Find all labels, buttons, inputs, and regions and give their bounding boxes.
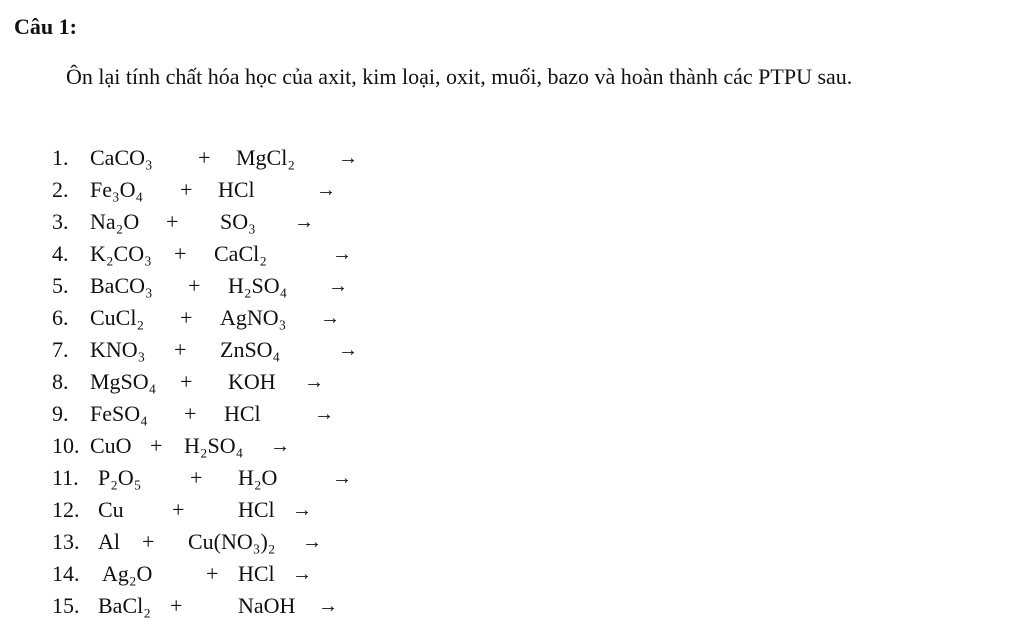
reaction-row — [52, 590, 382, 622]
reactant-2: CaCl₂ — [214, 241, 267, 266]
reactant-2: HCl — [238, 497, 275, 522]
arrow-icon: → — [328, 275, 348, 297]
reaction-number: 9. — [52, 401, 69, 426]
arrow-icon: → — [338, 339, 358, 361]
reactant-1: Al — [98, 529, 120, 554]
plus-sign: + — [180, 369, 193, 394]
plus-sign: + — [180, 305, 193, 330]
reaction-row — [52, 270, 382, 302]
reaction-number: 15. — [52, 593, 80, 618]
reaction-number: 10. — [52, 433, 80, 458]
reactant-2: H₂O — [238, 465, 278, 490]
plus-sign: + — [188, 273, 201, 298]
reaction-number: 6. — [52, 305, 69, 330]
plus-sign: + — [174, 241, 187, 266]
reaction-number: 5. — [52, 273, 69, 298]
reactant-1: K₂CO₃ — [90, 241, 152, 266]
reaction-list — [52, 142, 382, 622]
reactant-1: BaCO₃ — [90, 273, 153, 298]
plus-sign: + — [142, 529, 155, 554]
reaction-number: 12. — [52, 497, 80, 522]
arrow-icon: → — [302, 531, 322, 553]
plus-sign: + — [180, 177, 193, 202]
reaction-row — [52, 238, 382, 270]
reaction-row — [52, 302, 382, 334]
reactant-2: MgCl₂ — [236, 145, 296, 170]
arrow-icon: → — [338, 147, 358, 169]
reaction-row — [52, 398, 382, 430]
plus-sign: + — [206, 561, 219, 586]
reactant-2: ZnSO₄ — [220, 337, 281, 362]
reactant-1: Ag₂O — [102, 561, 153, 586]
arrow-icon: → — [320, 307, 340, 329]
reaction-row — [52, 430, 382, 462]
arrow-icon: → — [314, 403, 334, 425]
reaction-row — [52, 494, 382, 526]
reaction-row — [52, 558, 382, 590]
reactant-2: HCl — [238, 561, 275, 586]
reactant-1: BaCl₂ — [98, 593, 151, 618]
reaction-row — [52, 334, 382, 366]
arrow-icon: → — [270, 435, 290, 457]
reactant-2: H₂SO₄ — [228, 273, 288, 298]
reaction-number: 14. — [52, 561, 80, 586]
arrow-icon: → — [332, 467, 352, 489]
reaction-number: 4. — [52, 241, 69, 266]
plus-sign: + — [150, 433, 163, 458]
reactant-2: KOH — [228, 369, 276, 394]
reactant-1: CuCl₂ — [90, 305, 145, 330]
plus-sign: + — [174, 337, 187, 362]
plus-sign: + — [198, 145, 211, 170]
reaction-row — [52, 462, 382, 494]
reactant-2: HCl — [224, 401, 261, 426]
reaction-row — [52, 366, 382, 398]
reaction-number: 1. — [52, 145, 69, 170]
reactant-1: Fe₃O₄ — [90, 177, 144, 202]
reactant-2: SO₃ — [220, 209, 256, 234]
reactant-1: CaCO₃ — [90, 145, 153, 170]
reaction-number: 13. — [52, 529, 80, 554]
reactant-2: AgNO₃ — [220, 305, 287, 330]
reactant-1: MgSO₄ — [90, 369, 157, 394]
reactant-2: HCl — [218, 177, 255, 202]
arrow-icon: → — [294, 211, 314, 233]
reaction-number: 8. — [52, 369, 69, 394]
reaction-row — [52, 526, 382, 558]
reaction-number: 2. — [52, 177, 69, 202]
reaction-number: 11. — [52, 465, 79, 490]
reactant-1: Cu — [98, 497, 124, 522]
question-title: Câu 1: — [14, 14, 77, 39]
plus-sign: + — [190, 465, 203, 490]
reactant-1: CuO — [90, 433, 132, 458]
reaction-row — [52, 174, 382, 206]
reactant-2: Cu(NO₃)₂ — [188, 529, 276, 554]
reactant-1: KNO₃ — [90, 337, 146, 362]
reaction-number: 3. — [52, 209, 69, 234]
reactant-1: Na₂O — [90, 209, 140, 234]
arrow-icon: → — [318, 595, 338, 617]
reactant-1: FeSO₄ — [90, 401, 148, 426]
arrow-icon: → — [332, 243, 352, 265]
plus-sign: + — [172, 497, 185, 522]
plus-sign: + — [184, 401, 197, 426]
reaction-row — [52, 206, 382, 238]
reactant-2: NaOH — [238, 593, 296, 618]
arrow-icon: → — [292, 499, 312, 521]
arrow-icon: → — [316, 179, 336, 201]
arrow-icon: → — [304, 371, 324, 393]
reaction-number: 7. — [52, 337, 69, 362]
reaction-row — [52, 142, 382, 174]
reactant-2: H₂SO₄ — [184, 433, 244, 458]
instruction-text: Ôn lại tính chất hóa học của axit, kim loại, oxit, muối, bazo và hoàn thành các PTPU sau. — [66, 64, 853, 89]
plus-sign: + — [170, 593, 183, 618]
plus-sign: + — [166, 209, 179, 234]
arrow-icon: → — [292, 563, 312, 585]
reactant-1: P₂O₅ — [98, 465, 142, 490]
